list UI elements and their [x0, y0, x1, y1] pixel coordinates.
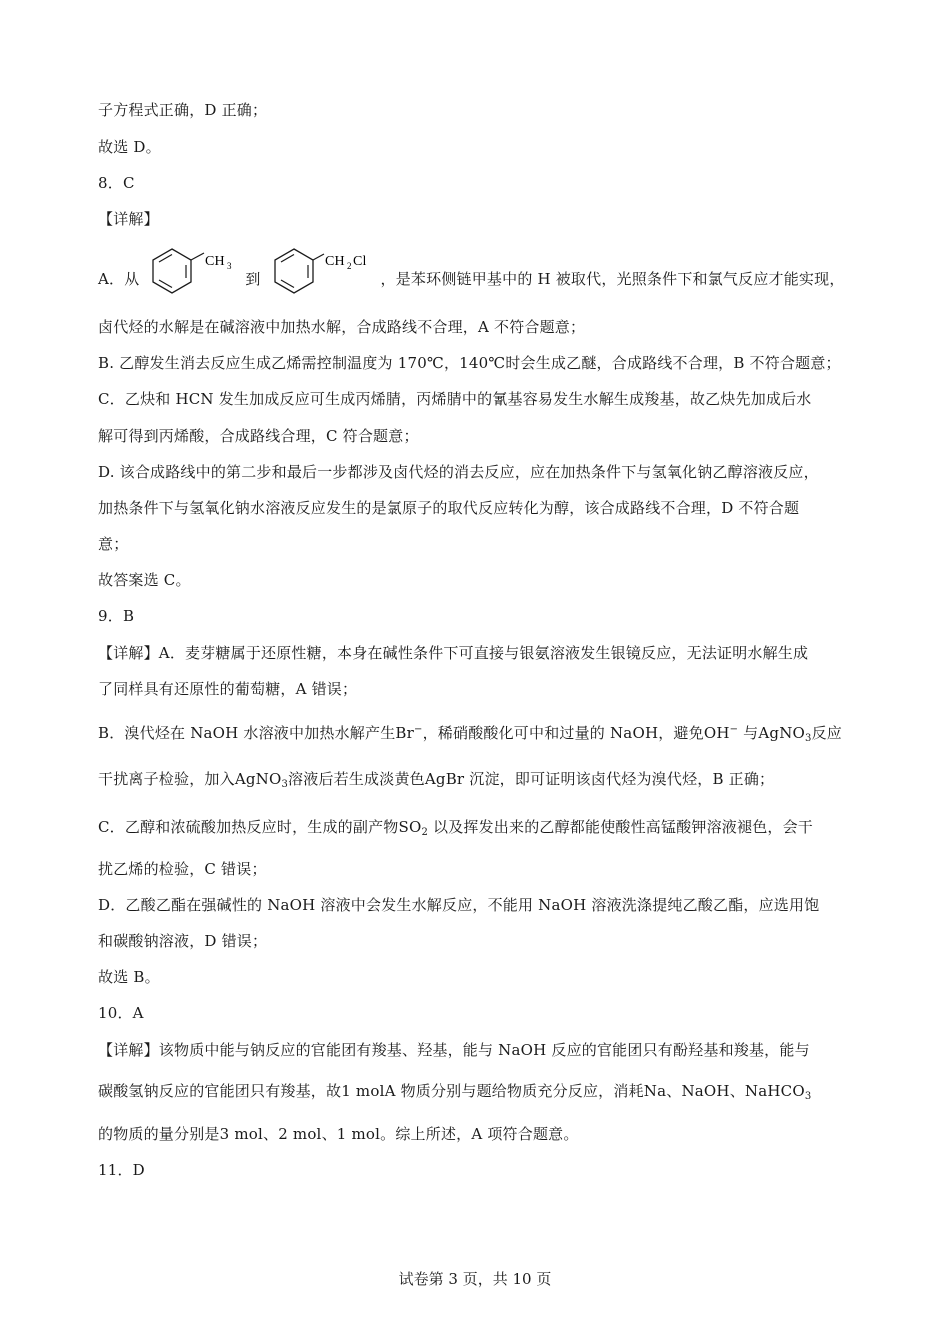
text-span: C．乙醇和浓硫酸加热反应时，生成的副产物: [98, 818, 399, 836]
amount: 1 mol: [341, 1082, 385, 1100]
methyl-subscript: 3: [227, 261, 233, 271]
amount: 3 mol: [219, 1125, 263, 1143]
text-span: 以及挥发出来的乙醇都能使酸性高锰酸钾溶液褪色，会干: [428, 818, 814, 836]
ch2-subscript: 2: [346, 261, 352, 271]
q9-option-b-line2: [98, 769, 774, 795]
text-line: D. 该合成路线中的第二步和最后一步都涉及卤代烃的消去反应，应在加热条件下与氢氧化钠乙醇溶液反应，: [98, 463, 819, 481]
text-line: 加热条件下与氢氧化钠水溶液反应发生的是氯原子的取代反应转化为醇，该合成路线不合理，D 不符合题: [98, 499, 800, 517]
ch2-label: CH: [324, 254, 345, 269]
question-number: 8．C: [98, 174, 135, 192]
text-line: 【详解】该物质中能与钠反应的官能团有羧基、羟基，能与 NaOH 反应的官能团只有酚羟基和羧基，能与: [98, 1041, 810, 1059]
subscript: 3: [804, 1091, 812, 1102]
amount: 1 mol: [336, 1125, 381, 1143]
subscript: 3: [281, 779, 289, 790]
text-span: B．溴代烃在 NaOH 水溶液中加热水解产生: [98, 724, 396, 742]
text-span: 。综上所述，A 项符合题意。: [380, 1125, 579, 1143]
methyl-label: CH: [205, 254, 226, 269]
text-line: 意；: [98, 535, 129, 553]
question-number: 11．D: [98, 1161, 145, 1179]
question-number: 9．B: [98, 607, 135, 625]
text-span: 的物质的量分别是: [98, 1125, 220, 1143]
page-footer: 试卷第 3 页，共 10 页: [398, 1270, 552, 1288]
text-line: C．乙炔和 HCN 发生加成反应可生成丙烯腈，丙烯腈中的氰基容易发生水解生成羧基，故乙炔先加成后水: [98, 390, 812, 408]
text-span: 、: [321, 1125, 337, 1143]
formula-br: Br: [395, 724, 415, 742]
formula-na: Na: [643, 1082, 667, 1100]
text-line: 卤代烃的水解是在碱溶液中加热水解，合成路线不合理，A 不符合题意；: [98, 318, 586, 336]
text-line: 和碳酸钠溶液，D 错误；: [98, 932, 268, 950]
text-span: 干扰离子检验，加入: [98, 770, 235, 788]
q10-line2: [98, 1081, 811, 1107]
formula-agno3: AgNO: [234, 770, 282, 788]
subscript: 2: [421, 827, 429, 838]
q10-line3: [98, 1124, 579, 1144]
formula-so2: SO: [398, 818, 422, 836]
text-span: 、: [729, 1082, 745, 1100]
text-span: ，稀硝酸酸化可中和过量的 NaOH，避免: [422, 724, 704, 742]
text-line: 扰乙烯的检验，C 错误；: [98, 860, 267, 878]
text-line: 子方程式正确，D 正确；: [98, 101, 268, 119]
subscript: 3: [805, 733, 812, 744]
text-line: 故选 B。: [98, 968, 160, 986]
benzyl-chloride-structure: [266, 245, 376, 315]
q8a-suffix: ，是苯环侧链甲基中的 H 被取代，光照条件下和氯气反应才能实现，: [380, 270, 845, 288]
amount: 2 mol: [278, 1125, 322, 1143]
text-span: 溶液后若生成淡黄色: [288, 770, 425, 788]
formula-nahco3: NaHCO: [744, 1082, 805, 1100]
charge-sup: −: [414, 724, 423, 735]
q9-option-b-line1: [98, 720, 842, 749]
q8-option-a: [98, 245, 845, 295]
text-span: 、: [666, 1082, 682, 1100]
text-line: D．乙酸乙酯在强碱性的 NaOH 溶液中会发生水解反应，不能用 NaOH 溶液洗涤提纯乙酸乙酯，应选用饱: [98, 896, 820, 914]
q9-option-c-line1: [98, 817, 813, 843]
text-span: 反应: [811, 724, 843, 742]
text-span: A 物质分别与题给物质充分反应，消耗: [384, 1082, 644, 1100]
text-line: 【详解】A．麦芽糖属于还原性糖，本身在碱性条件下可直接与银氨溶液发生银镜反应，无法证明水解生成: [98, 644, 809, 662]
text-line: 了同样具有还原性的葡萄糖，A 错误；: [98, 680, 358, 698]
text-line: 故选 D。: [98, 138, 161, 156]
formula-naoh: NaOH: [681, 1082, 730, 1100]
charge-sup: −: [729, 724, 739, 735]
text-span: 与: [738, 724, 759, 742]
question-number: 10．A: [98, 1004, 144, 1022]
text-span: 碳酸氢钠反应的官能团只有羧基，故: [98, 1082, 342, 1100]
text-span: 、: [262, 1125, 279, 1143]
text-line: 解可得到丙烯酸，合成路线合理，C 符合题意；: [98, 427, 419, 445]
cl-label: Cl: [352, 254, 367, 269]
q8a-prefix: A．从: [98, 270, 140, 288]
text-span: 沉淀，即可证明该卤代烃为溴代烃，B 正确；: [464, 770, 775, 788]
formula-agbr: AgBr: [424, 770, 465, 788]
text-line: 故答案选 C。: [98, 571, 191, 589]
q8a-to: 到: [245, 270, 261, 288]
text-line: B. 乙醇发生消去反应生成乙烯需控制温度为 170℃，140℃时会生成乙醚，合成路线不合理，B 不符合题意；: [98, 354, 841, 372]
formula-agno3: AgNO: [758, 724, 806, 742]
toluene-structure: [144, 245, 240, 315]
detail-heading: 【详解】: [98, 210, 159, 228]
formula-oh: OH: [703, 724, 730, 742]
